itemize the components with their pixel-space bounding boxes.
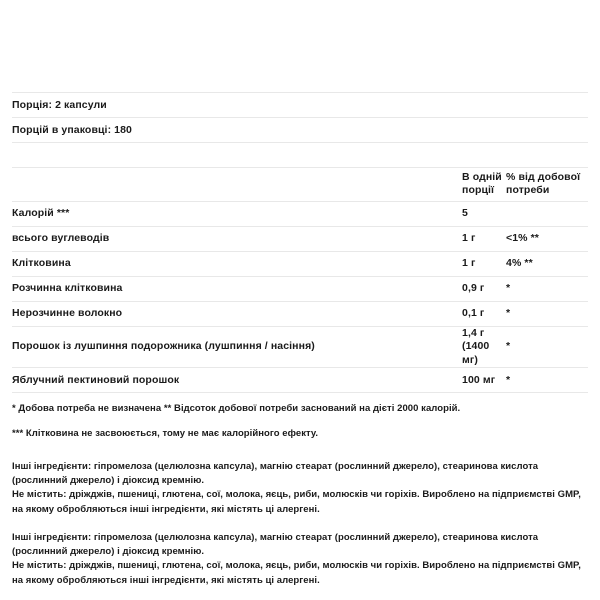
table-row	[12, 277, 588, 302]
table-row	[12, 368, 588, 393]
allergen-statement-text: Не містить: дріжджів, пшениці, глютена, сої, молока, яєць, риби, молюсків чи горіхів. Вироблено на підприємстві GMP, на якому обробляються інші інгредієнти, які містять ці алергені.	[12, 560, 581, 586]
nutrient-name: Порошок із лушпиння подорожника (лушпиння / насіння)	[12, 340, 315, 353]
servings-per-container-label: Порцій в упаковці: 180	[12, 124, 133, 136]
nutrient-amount: 5	[462, 207, 468, 220]
supplement-facts-table	[12, 167, 588, 393]
nutrient-name: Клітковина	[12, 257, 71, 270]
top-spacer	[12, 0, 588, 92]
nutrient-daily-value: *	[506, 340, 511, 353]
table-row	[12, 327, 588, 368]
nutrient-daily-value	[506, 202, 588, 227]
nutrient-name: Нерозчинне волокно	[12, 307, 123, 320]
nutrient-daily-value: *	[506, 282, 511, 295]
footnotes	[12, 402, 588, 441]
ingredient-block	[12, 460, 588, 517]
nutrient-name: Розчинна клітковина	[12, 282, 123, 295]
table-row	[12, 302, 588, 327]
nutrient-name: всього вуглеводів	[12, 232, 110, 245]
serving-size-row	[12, 93, 588, 117]
footnote-daily-value: * Добова потреба не визначена ** Відсоток добової потреби заснований на дієті 2000 калорій.	[12, 403, 461, 415]
column-header-amount-per-serving: В одній порції	[462, 171, 502, 197]
nutrient-daily-value: *	[506, 307, 511, 320]
ingredient-block	[12, 531, 588, 588]
column-header-nutrient	[12, 168, 462, 202]
table-header	[12, 168, 588, 202]
nutrient-amount: 1 г	[462, 257, 476, 270]
nutrient-daily-value: <1% **	[506, 232, 539, 245]
serving-size-label: Порція: 2 капсули	[12, 99, 107, 111]
nutrient-amount: 100 мг	[462, 373, 496, 386]
nutrient-amount: 1 г	[462, 232, 476, 245]
nutrient-daily-value: *	[506, 373, 511, 386]
other-ingredients-text: Інші інгредієнти: гіпромелоза (целюлозна капсула), магнію стеарат (рослинний джерело), стеаринова кислота (рослинний джерело) і діоксид кремнію.	[12, 531, 539, 558]
other-ingredients-text: Інші інгредієнти: гіпромелоза (целюлозна капсула), магнію стеарат (рослинний джерело), стеаринова кислота (рослинний джерело) і діоксид кремнію.	[12, 460, 539, 487]
footnote-fiber-calories: *** Клітковина не засвоюється, тому не має калорійного ефекту.	[12, 428, 319, 440]
nutrient-daily-value: 4% **	[506, 257, 533, 270]
table-header-row	[12, 168, 588, 202]
allergen-statement-text: Не містить: дріжджів, пшениці, глютена, сої, молока, яєць, риби, молюсків чи горіхів. Вироблено на підприємстві GMP, на якому обробляються інші інгредієнти, які містять ці алергені.	[12, 489, 581, 515]
table-row	[12, 202, 588, 227]
column-header-percent-daily-value: % від добової потреби	[506, 171, 581, 197]
table-body	[12, 202, 588, 393]
table-row	[12, 227, 588, 252]
nutrient-name: Яблучний пектиновий порошок	[12, 373, 180, 386]
nutrient-amount: 0,9 г	[462, 282, 485, 295]
section-gap	[12, 143, 588, 167]
table-row	[12, 252, 588, 277]
ingredient-sections	[12, 460, 588, 588]
nutrient-amount: 0,1 г	[462, 307, 485, 320]
nutrient-name: Калорій ***	[12, 207, 70, 220]
servings-per-container-row	[12, 118, 588, 142]
nutrient-amount: 1,4 г (1400 мг)	[462, 327, 490, 366]
